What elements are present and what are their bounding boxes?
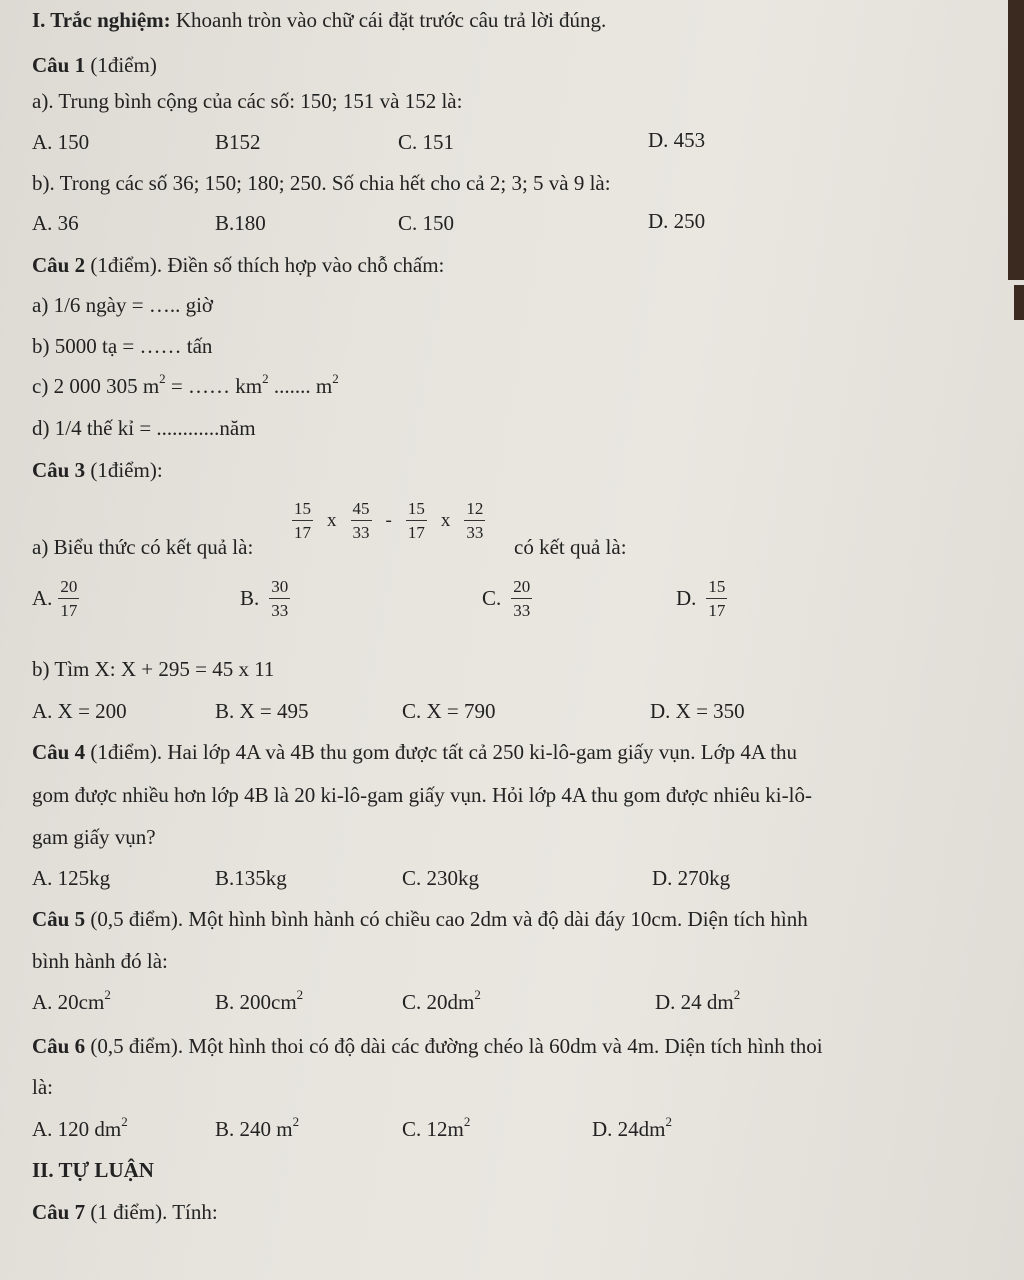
q1-heading: Câu 1 (1điểm): [32, 53, 157, 77]
q2c: c) 2 000 305 $m^2$ = …… $km^2$ ....... $m^2$: [32, 371, 339, 398]
expr-fraction: $\frac{45}{33}$: [352, 499, 370, 542]
q4-option-b: B.135kg: [215, 866, 287, 890]
q2d: d) 1/4 thế kỉ = ............năm: [32, 416, 256, 440]
q5-option-b: B. $200cm^2$: [215, 987, 304, 1014]
expr-operator: x: [327, 510, 337, 532]
q2a: a) 1/6 ngày = ….. giờ: [32, 293, 214, 317]
q1a-option-d: D. 453: [648, 128, 706, 152]
q3a-option-d: D. $\frac{15}{17}$: [676, 577, 726, 620]
q3a-option-b: B. $\frac{30}{33}$: [240, 577, 289, 620]
q7-heading: Câu 7 (1 điểm). Tính:: [32, 1200, 218, 1224]
q3-expression: [292, 500, 485, 542]
q5-option-c: C. $20dm^2$: [402, 987, 481, 1014]
expr-fraction: $\frac{12}{33}$: [466, 499, 484, 542]
q5-line2: bình hành đó là:: [32, 949, 168, 973]
section-1-header: I. Trắc nghiệm: Khoanh tròn vào chữ cái đặt trước câu trả lời đúng.: [32, 8, 607, 32]
q3a-option-c: C. $\frac{20}{33}$: [482, 577, 531, 620]
q4-line1: Câu 4 (1điểm). Hai lớp 4A và 4B thu gom được tất cả 250 ki-lô-gam giấy vụn. Lớp 4A thu: [32, 740, 798, 764]
binder-edge: [1008, 0, 1024, 280]
option-fraction: $\frac{20}{33}$: [513, 577, 531, 620]
expr-operator: -: [385, 510, 392, 532]
q6-option-d: D. $24dm^2$: [592, 1114, 672, 1141]
q4-option-d: D. 270kg: [652, 866, 731, 890]
q3-heading: Câu 3 (1điểm):: [32, 458, 163, 482]
q2b: b) 5000 tạ = …… tấn: [32, 334, 213, 358]
q3a-suffix: có kết quả là:: [514, 535, 627, 559]
q1b-option-a: A. 36: [32, 211, 79, 235]
q3b-option-c: C. X = 790: [402, 699, 496, 723]
q1a-option-c: C. 151: [398, 130, 455, 154]
binder-edge: [1014, 285, 1024, 320]
q3b-option-d: D. X = 350: [650, 699, 745, 723]
q1a-option-a: A. 150: [32, 130, 90, 154]
q1b-text: b). Trong các số 36; 150; 180; 250. Số chia hết cho cả 2; 3; 5 và 9 là:: [32, 171, 611, 195]
q4-option-a: A. 125kg: [32, 866, 111, 890]
q4-line3: gam giấy vụn?: [32, 825, 156, 849]
q3a-option-a: A. $\frac{20}{17}$: [32, 577, 78, 620]
expr-fraction: $\frac{15}{17}$: [294, 499, 311, 542]
q1b-option-c: C. 150: [398, 211, 455, 235]
q1a-text: a). Trung bình cộng của các số: 150; 151 và 152 là:: [32, 89, 463, 113]
expr-operator: x: [440, 510, 451, 532]
q6-option-b: B. 240 $m^2$: [215, 1114, 300, 1141]
q3b-option-b: B. X = 495: [215, 699, 309, 723]
q6-option-a: A. 120 $dm^2$: [32, 1114, 128, 1141]
section-2-header: II. TỰ LUẬN: [32, 1158, 154, 1182]
q4-line2: gom được nhiều hơn lớp 4B là 20 ki-lô-gam giấy vụn. Hỏi lớp 4A thu gom được nhiêu ki-lô-: [32, 783, 812, 807]
q3a-text: a) Biểu thức có kết quả là:: [32, 535, 254, 559]
expr-fraction: $\frac{15}{17}$: [407, 499, 425, 542]
q5-option-d: D. 24 $dm^2$: [655, 987, 741, 1014]
option-fraction: $\frac{20}{17}$: [60, 577, 78, 620]
q3b-option-a: A. X = 200: [32, 699, 127, 723]
q1b-option-b: B.180: [215, 211, 266, 235]
q6-line2: là:: [32, 1075, 53, 1099]
q2-heading: Câu 2 (1điểm). Điền số thích hợp vào chỗ chấm:: [32, 253, 445, 277]
q1b-option-d: D. 250: [648, 209, 706, 233]
q3b-text: b) Tìm X: X + 295 = 45 x 11: [32, 657, 275, 681]
q6-line1: Câu 6 (0,5 điểm). Một hình thoi có độ dài các đường chéo là 60dm và 4m. Diện tích hình thoi: [32, 1034, 823, 1058]
q5-option-a: A. $20cm^2$: [32, 987, 111, 1014]
option-fraction: $\frac{30}{33}$: [271, 577, 289, 620]
q6-option-c: C. $12m^2$: [402, 1114, 471, 1141]
q5-line1: Câu 5 (0,5 điểm). Một hình bình hành có chiều cao 2dm và độ dài đáy 10cm. Diện tích hình: [32, 907, 808, 931]
q1a-option-b: B152: [215, 130, 261, 154]
option-fraction: $\frac{15}{17}$: [708, 577, 726, 620]
q4-option-c: C. 230kg: [402, 866, 480, 890]
